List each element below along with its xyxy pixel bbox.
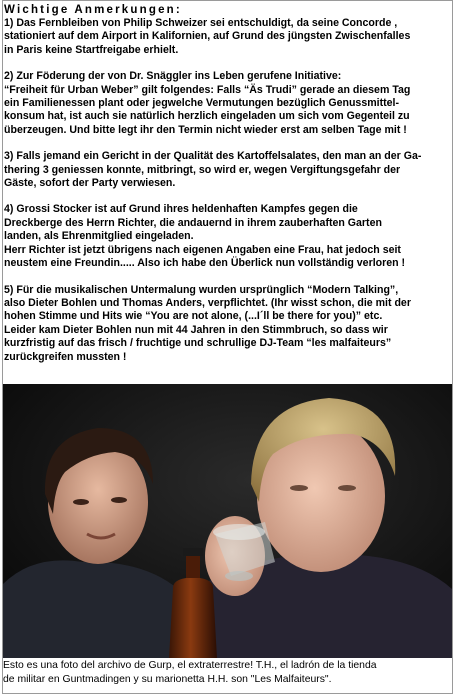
photo-caption: Esto es una foto del archivo de Gurp, el extraterrestre! T.H., el ladrón de la tienda de militar en Guntmadingen y su marionetta H.H. son "Les Malfaiteurs". (3, 660, 377, 685)
party-photo (3, 384, 452, 658)
photo-illustration (3, 384, 452, 658)
note-1: 1) Das Fernbleiben von Philip Schweizer sei entschuldigt, da seine Concorde , stationiert auf dem Airport in Kalifornien, auf Grund des jüngsten Zwischenfalles in Paris keine Startfreigabe erhielt. (4, 17, 411, 56)
note-5: 5) Für die musikalischen Untermalung wurden ursprünglich “Modern Talking”, also Dieter Bohlen und Thomas Anders, verpflichtet. (Ihr wisst schon, die mit der hohen Stimme und Hits wie “You are not alone, (...I´ll be there for you)” etc. Leider kam Dieter Bohlen nun mit 44 Jahren in den Stimmbruch, so dass wir kurzfristig auf das frisch / fruchtige und schrullige DJ-Team “les malfaiteurs” zurückgreifen mussten ! (4, 283, 411, 363)
notes-heading: Wichtige Anmerkungen: (4, 4, 182, 16)
notes-section (4, 3, 450, 377)
note-4: 4) Grossi Stocker ist auf Grund ihres heldenhaften Kampfes gegen die Dreckberge des Herrn Richter, die andauernd in ihrem zauberhaften Garten landen, als Ehrenmitglied eingeladen. Herr Richter ist jetzt übrigens nach eigenen Angaben eine Frau, hat jedoch seit neustem eine Freundin..... Also ich habe den Überlick nun vollständig verloren ! (4, 203, 406, 270)
note-2: 2) Zur Föderung der von Dr. Snäggler ins Leben gerufene Initiative: “Freiheit für Urban Weber” gilt folgendes: Falls “Äs Trudi” gerade an diesem Tag ein Familienessen plant oder jegwelche Vermutungen bezüglich Genussmittel- konsum hat, ist auch sie natürlich herzlich eingeladen um sich vom Gegenteil zu überzeugen. Und bitte legt ihr den Termin nicht wieder erst am selben Tage mit ! (4, 70, 411, 136)
note-3: 3) Falls jemand ein Gericht in der Qualität des Kartoffelsalates, den man an der Ga- thering 3 geniessen konnte, mitbringt, so wird er, wegen Vergiftungsgefahr der Gäste, sofort der Party verwiesen. (4, 150, 422, 190)
